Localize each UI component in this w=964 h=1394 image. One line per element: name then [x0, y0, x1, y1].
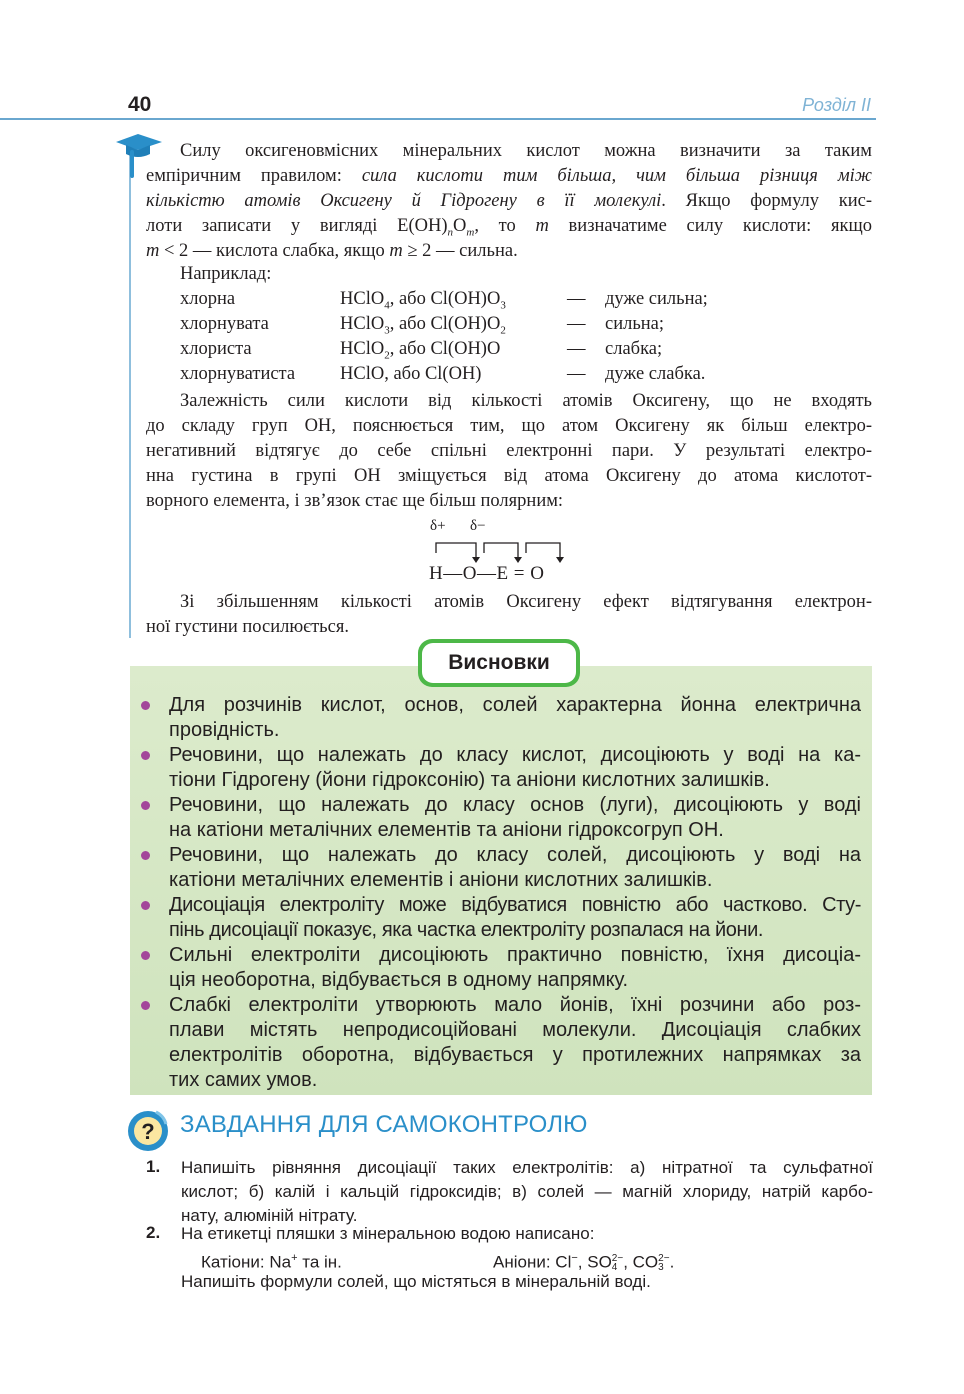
- text-run: < 2 — кислота слабка, якщо: [159, 241, 390, 261]
- item-line: Для розчинів кислот, основ, солей характерна йонна електрична: [169, 694, 861, 716]
- anion-charge: −: [571, 1252, 578, 1264]
- self-control-title: ЗАВДАННЯ ДЛЯ САМОКОНТРОЛЮ: [180, 1111, 588, 1138]
- example-formula: [340, 289, 506, 312]
- item-line: електролітів оборотна, відбувається у протилежних напрямках за: [169, 1044, 861, 1066]
- formula-part: , або Cl(OH)O: [389, 339, 501, 359]
- rule-italic: кількістю атомів Оксигену й Гідрогену в її молекулі: [146, 191, 662, 211]
- delta-minus-label: δ−: [470, 518, 486, 534]
- formula-part: , або Cl(OH)O: [389, 289, 501, 309]
- header-rule: [0, 118, 876, 120]
- item-line: пінь дисоціації показує, яка частка електроліту розпалася на йони.: [169, 919, 764, 941]
- bullet-icon: [141, 751, 150, 760]
- bullet-icon: [141, 851, 150, 860]
- para-line: Зі збільшенням кількості атомів Оксигену ефект відтягування електрон-: [180, 592, 872, 612]
- cations-label: Катіони: Na: [201, 1252, 292, 1272]
- formula-sub: 3: [500, 299, 506, 312]
- paragraph-explanation: [146, 389, 872, 514]
- text-run: , то: [474, 216, 536, 236]
- formula-sub: 2: [500, 324, 506, 337]
- page-number: 40: [128, 93, 152, 116]
- conclusion-item: [169, 993, 861, 1093]
- cations-text: [201, 1246, 342, 1275]
- task-number: 2.: [146, 1223, 161, 1242]
- item-line: плави містять непродисоційовані молекули. Дисоціація слабких: [169, 1019, 861, 1041]
- conclusion-item: [169, 843, 861, 893]
- item-line: тіони Гідрогену (йони гідроксонію) та аніони кислотних залишків.: [169, 769, 770, 791]
- carbonate-index: [658, 1254, 669, 1272]
- para-line: [146, 214, 872, 239]
- conclusion-item: [169, 743, 861, 793]
- var-m: m: [535, 216, 549, 236]
- formula-sub: 3: [384, 324, 390, 337]
- para-line: негативний відтягує до себе спільні електронні пари. У результаті електро-: [146, 441, 872, 461]
- cations-tail: та ін.: [297, 1252, 342, 1272]
- index: 4: [611, 1262, 618, 1274]
- example-strength: сильна;: [605, 314, 665, 334]
- para-line: ної густини посилюється.: [146, 617, 349, 637]
- formula-part: HClO: [340, 314, 385, 334]
- example-formula: [340, 314, 506, 337]
- example-dash: —: [567, 314, 586, 334]
- text-run: . Якщо формулу кис-: [661, 191, 873, 211]
- para-line: [146, 239, 872, 264]
- conclusions-title: Висновки: [422, 643, 576, 683]
- example-formula: HClO, або Cl(OH): [340, 364, 482, 384]
- polarity-formula: H—O—E = O: [429, 563, 545, 584]
- para-line: до складу груп OH, пояснюється тим, що атом Оксигену як більш електро-: [146, 416, 872, 436]
- example-strength: дуже сильна;: [605, 289, 708, 309]
- bullet-icon: [141, 701, 150, 710]
- var-m: m: [389, 241, 403, 261]
- paragraph-rule: [146, 139, 872, 264]
- formula-part: HClO: [340, 289, 385, 309]
- text-run: емпіричним правилом:: [146, 166, 362, 186]
- task-line: нату, алюміній нітрату.: [181, 1206, 358, 1225]
- para-line: [146, 164, 872, 189]
- item-line: Сильні електроліти дисоціюють практично повністю, їхня дисоціа-: [169, 944, 861, 966]
- example-dash: —: [567, 364, 586, 384]
- task-2: [181, 1222, 873, 1294]
- conclusion-item: [169, 943, 861, 993]
- ions-line: [181, 1246, 873, 1274]
- sub-m: m: [466, 226, 475, 239]
- text-run: O: [452, 216, 467, 236]
- para-line: Силу оксигеновмісних мінеральних кислот можна визначити за таким: [180, 141, 872, 161]
- delta-plus-label: δ+: [430, 518, 446, 534]
- item-line: провідність.: [169, 719, 280, 741]
- rule-italic: сила кислоти тим більша, чим більша різниця між: [361, 166, 872, 186]
- formula-part: HClO: [340, 339, 385, 359]
- conclusions-title-badge: [418, 639, 580, 687]
- conclusion-item: [169, 693, 861, 743]
- task-1: [181, 1156, 873, 1228]
- task-line: На етикетці пляшки з мінеральною водою написано:: [181, 1224, 595, 1243]
- task-line: Напишіть формули солей, що містяться в мінеральній воді.: [181, 1272, 651, 1291]
- para-line: [146, 189, 872, 214]
- question-icon: [126, 1106, 170, 1154]
- formula-sub: 2: [384, 349, 390, 362]
- var-m: m: [146, 241, 160, 261]
- bullet-icon: [141, 901, 150, 910]
- example-name: хлорнувата: [180, 314, 269, 334]
- item-line: ція необоротна, відбувається в одному напрямку.: [169, 969, 629, 991]
- paragraph-conclusion: [146, 590, 872, 640]
- item-line: Дисоціація електроліту може відбуватися повністю або частково. Сту-: [169, 894, 861, 916]
- example-name: хлорна: [180, 289, 236, 309]
- anion-end: .: [669, 1252, 675, 1272]
- sulfate-index: [612, 1254, 623, 1272]
- text-run: визначатиме силу кислоти: якщо: [548, 216, 873, 236]
- example-formula: [340, 339, 500, 362]
- item-line: на катіони металічних елементів та аніони гідроксогруп OH.: [169, 819, 724, 841]
- item-line: Речовини, що належать до класу основ (луги), дисоціюють у воді: [169, 794, 861, 816]
- bullet-icon: [141, 801, 150, 810]
- para-line: ворного елемента, і зв’язок стає ще більш полярним:: [146, 491, 564, 511]
- example-strength: слабка;: [605, 339, 663, 359]
- item-line: Речовини, що належать до класу кислот, дисоціюють у воді на ка-: [169, 744, 861, 766]
- anion-part: , SO: [577, 1252, 612, 1272]
- conclusion-item: [169, 893, 861, 943]
- item-line: катіони металічних елементів і аніони кислотних залишків.: [169, 869, 713, 891]
- example-name: хлориста: [180, 339, 252, 359]
- task-number: 1.: [146, 1157, 161, 1176]
- sub-n: n: [447, 226, 453, 239]
- index: 3: [658, 1262, 664, 1274]
- formula-sub: 4: [384, 299, 390, 312]
- anions-label: Аніони: Cl: [493, 1252, 572, 1272]
- note-side-bar: [129, 140, 131, 638]
- example-dash: —: [567, 289, 586, 309]
- cation-charge: +: [291, 1252, 298, 1264]
- para-line: нна густина в групі OH зміщується від атома Оксигену до атома кислотот-: [146, 466, 872, 486]
- task-line: Напишіть рівняння дисоціації таких електролітів: а) нітратної та сульфатної: [181, 1158, 873, 1177]
- anion-part: , CO: [623, 1252, 659, 1272]
- bullet-icon: [141, 1001, 150, 1010]
- polarity-scheme: [420, 515, 590, 590]
- bullet-icon: [141, 951, 150, 960]
- formula-part: , або Cl(OH)O: [389, 314, 501, 334]
- charge: 2−: [611, 1253, 624, 1265]
- example-strength: дуже слабка.: [605, 364, 706, 384]
- task-line: кислот; б) калій і кальцій гідроксидів; в) солей — магній хлориду, натрій карбо-: [181, 1182, 873, 1201]
- example-dash: —: [567, 339, 586, 359]
- text-run: лоти записати у вигляді E(OH): [146, 216, 448, 236]
- item-line: тих самих умов.: [169, 1069, 318, 1091]
- example-label: Наприклад:: [180, 264, 272, 284]
- text-run: ≥ 2 — сильна.: [402, 241, 518, 261]
- conclusion-item: [169, 793, 861, 843]
- para-line: Залежність сили кислоти від кількості атомів Оксигену, що не входять: [180, 391, 872, 411]
- item-line: Речовини, що належать до класу солей, дисоціюють у воді на: [169, 844, 861, 866]
- charge: 2−: [658, 1253, 670, 1265]
- example-name: хлорнуватиста: [180, 364, 296, 384]
- section-label: Розділ ІІ: [802, 95, 871, 115]
- anions-text: [493, 1246, 674, 1275]
- svg-text:?: ?: [141, 1119, 155, 1144]
- item-line: Слабкі електроліти утворюють мало йонів, їхні розчини або роз-: [169, 994, 861, 1016]
